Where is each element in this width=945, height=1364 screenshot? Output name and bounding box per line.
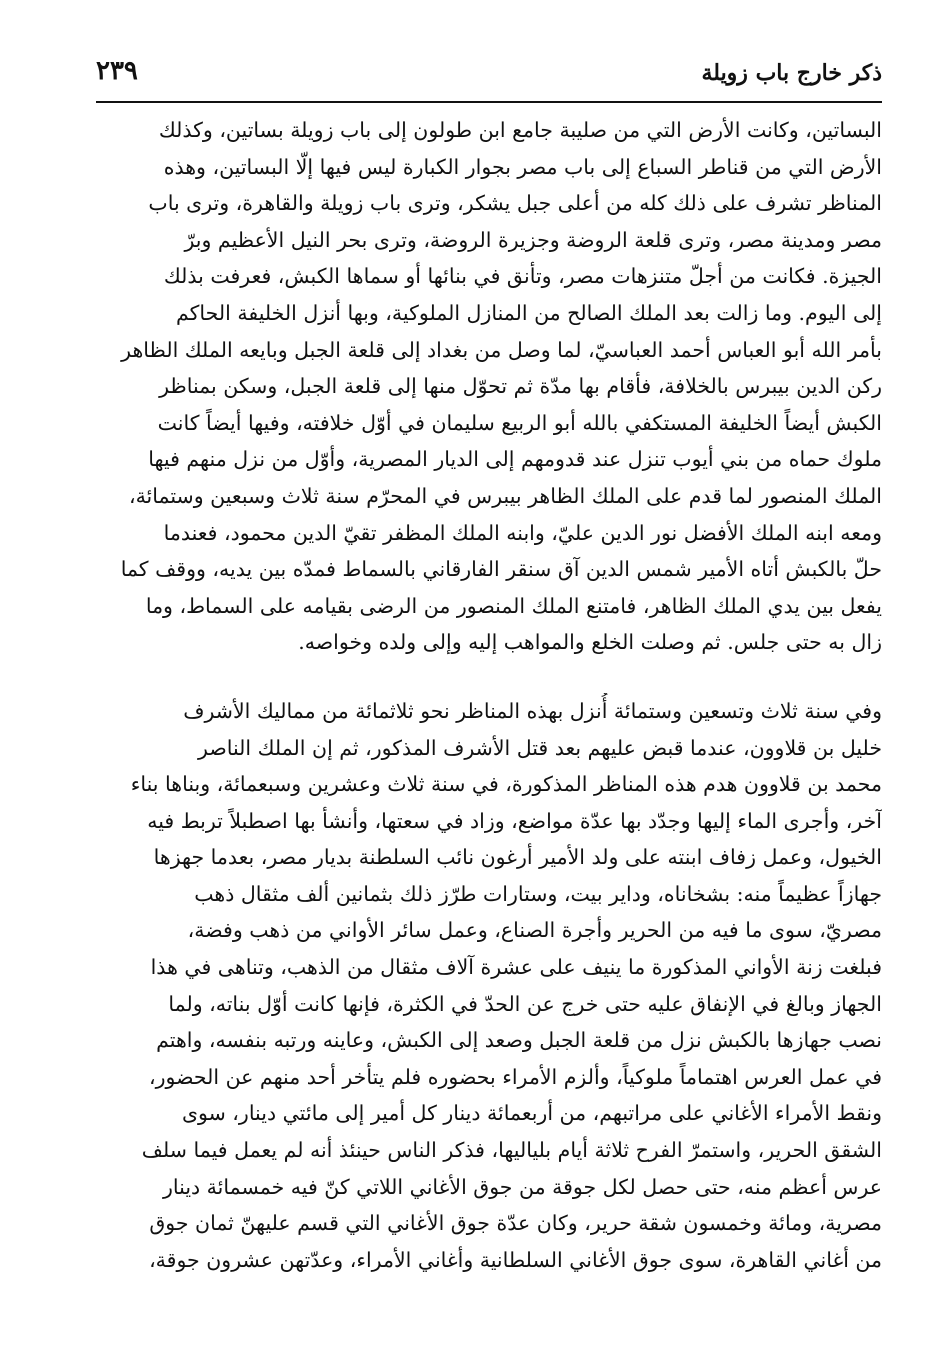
running-header xyxy=(96,56,882,96)
text-line: خليل بن قلاوون، عندما قبض عليهم بعد قتل الأشرف المذكور، ثم إن الملك الناصر xyxy=(198,735,882,760)
text-line: آخر، وأجرى الماء إليها وجدّد بها عدّة مواضع، وزاد في سعتها، وأنشأ بها اصطبلاً تربط فيه xyxy=(147,808,882,833)
text-line: وفي سنة ثلاث وتسعين وستمائة أُنزل بهذه المناظر نحو ثلاثمائة من مماليك الأشرف xyxy=(183,698,882,723)
text-line: الجيزة. فكانت من أجلّ متنزهات مصر، وتأنق في بنائها أو سماها الكبش، فعرفت بذلك xyxy=(163,264,882,289)
text-line: يفعل بين يدي الملك الظاهر، فامتنع الملك المنصور من الرضى بقيامه على السماط، وما xyxy=(145,593,882,618)
text-line: ركن الدين بيبرس بالخلافة، فأقام بها مدّة ثم تحوّل منها إلى قلعة الجبل، وسكن بمناظر xyxy=(159,374,882,399)
chapter-title: ذكر خارج باب زويلة xyxy=(701,60,882,86)
text-line: المناظر تشرف على ذلك كله من أعلى جبل يشكر، وترى باب زويلة والقاهرة، وترى باب xyxy=(148,191,882,216)
text-line: مصريّ، سوى ما فيه من الحرير وأجرة الصناع، وعمل سائر الأواني من ذهب وفضة، xyxy=(187,918,882,943)
text-line: البساتين، وكانت الأرض التي من صليبة جامع ابن طولون إلى باب زويلة بساتين، وكذلك xyxy=(158,118,882,142)
text-line: في عمل العرس اهتماماً ملوكياً، وألزم الأمراء بحضوره فلم يتأخر أحد منهم عن الحضور، xyxy=(149,1064,882,1089)
text-line: فبلغت زنة الأواني المذكورة ما ينيف على عشرة آلاف مثقال من الذهب، وتناهى في هذا xyxy=(150,955,882,980)
text-line: مصرية، ومائة وخمسون شقة حرير، وكان عدّة جوق الأغاني التي قسم عليهنّ ثمان جوق xyxy=(149,1211,882,1236)
text-line: الكبش أيضاً الخليفة المستكفي بالله أبو الربيع سليمان في أوّل خلافته، وفيها أيضاً كانت xyxy=(157,410,882,435)
text-line: إلى اليوم. وما زالت بعد الملك الصالح من المنازل الملوكية، وبها أنزل الخليفة الحاكم xyxy=(176,300,882,325)
text-line: الأرض التي من قناطر السباع إلى باب مصر بجوار الكبارة ليس فيها إلّا البساتين، وهذه xyxy=(163,154,882,179)
text-line: الخيول، وعمل زفاف ابنته على ولد الأمير أرغون نائب السلطنة بديار مصر، بعدما جهزها xyxy=(153,845,882,870)
text-line: محمد بن قلاوون هدم هذه المناظر المذكورة، في سنة ثلاث وعشرين وسبعمائة، وبناها بناء xyxy=(130,772,882,797)
text-line: ونقط الأمراء الأغاني على مراتبهم، من أربعمائة دينار كل أمير إلى مائتي دينار، سوى xyxy=(181,1101,882,1126)
text-line: ملوك حماه من بني أيوب تنزل عند قدومهم إلى الديار المصرية، وأوّل من نزل منهم فيها xyxy=(148,447,882,472)
text-line: مصر ومدينة مصر، وترى قلعة الروضة وجزيرة الروضة، وترى بحر النيل الأعظيم وبرّ xyxy=(184,227,882,252)
page-number: ٢٣٩ xyxy=(96,56,138,86)
header-rule xyxy=(96,101,882,103)
text-line: الملك المنصور لما قدم على الملك الظاهر بيبرس في المحرّم سنة ثلاث وسبعين وستمائة، xyxy=(128,483,882,508)
text-line: نصب جهازها بالكبش نزل من قلعة الجبل وصعد إلى الكبش، وعاينه ورتبه بنفسه، واهتم xyxy=(156,1028,882,1053)
text-line: الشقق الحرير، واستمرّ الفرح ثلاثة أيام بلياليها، فذكر الناس حينئذ أنه لم يعمل فيما سلف xyxy=(141,1138,882,1163)
text-line: ومعه ابنه الملك الأفضل نور الدين عليّ، وابنه الملك المظفر تقيّ الدين محمود، فعندما xyxy=(163,520,882,545)
text-line: جهازاً عظيماً منه: بشخاناه، وداير بيت، وستارات طرّز ذلك بثمانين ألف مثقال ذهب xyxy=(194,881,882,906)
text-line: من أغاني القاهرة، سوى جوق الأغاني السلطانية وأغاني الأمراء، وعدّتهن عشرون جوقة، xyxy=(149,1247,882,1272)
text-line: بأمر الله أبو العباس أحمد العباسيّ، لما وصل من بغداد إلى قلعة الجبل وبايعه الملك الظاهر xyxy=(121,337,882,362)
paragraph-2 xyxy=(96,693,882,1279)
paragraph-1 xyxy=(96,112,882,661)
body-text xyxy=(96,112,882,1278)
text-line: زال به حتى جلس. ثم وصلت الخلع والمواهب إليه وإلى ولده وخواصه. xyxy=(298,630,882,655)
text-line: حلّ بالكبش أتاه الأمير شمس الدين آق سنقر الفارقاني بالسماط فمدّه بين يديه، ووقف كما xyxy=(120,557,882,582)
paragraph-gap xyxy=(96,661,882,693)
text-line: الجهاز وبالغ في الإنفاق عليه حتى خرج عن الحدّ في الكثرة، فإنها كانت أوّل بناته، ولما xyxy=(168,991,882,1016)
text-line: عرس أعظم منه، حتى حصل لكل جوقة من جوق الأغاني اللاتي كنّ فيه خمسمائة دينار xyxy=(162,1174,882,1199)
